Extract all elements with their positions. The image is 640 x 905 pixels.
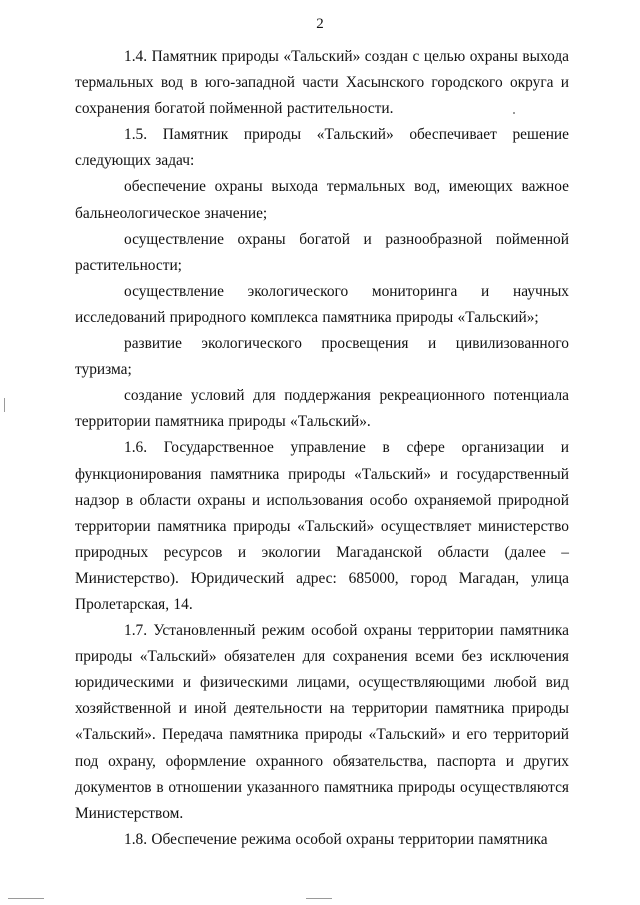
paragraph-1-4: 1.4. Памятник природы «Тальский» создан с целью охраны выхода термальных вод в юго-западной части Хасынского городского округа и сохранения богатой пойменной растительности. — [75, 48, 569, 118]
page-number: 2 — [316, 16, 324, 32]
task-item-thermal-waters: обеспечение охраны выхода термальных вод, имеющих важное бальнеологическое значение; — [75, 178, 569, 222]
paragraph-1-5: 1.5. Памятник природы «Тальский» обеспечивает решение следующих задач: — [75, 126, 569, 170]
scan-artifact-left-edge — [4, 398, 5, 412]
task-item-recreation: создание условий для поддержания рекреационного потенциала территории памятника природы «Тальский». — [75, 387, 569, 431]
paragraph-1-6: 1.6. Государственное управление в сфере организации и функционирования памятника природы «Тальский» и государственный надзор в области охраны и использования особо охраняемой природной территории памятника природы «Тальский» осуществляет министерство природных ресурсов и экологии Магаданской области (далее – Министерство). Юридический адрес: 685000, город Магадан, улица Пролетарская, 14. — [75, 439, 569, 613]
task-item-education: развитие экологического просвещения и цивилизованного туризма; — [75, 335, 569, 379]
document-body — [75, 44, 569, 853]
scan-artifact-dot — [513, 112, 515, 114]
paragraph-1-8: 1.8. Обеспечение режима особой охраны территории памятника — [124, 830, 548, 848]
task-item-vegetation: осуществление охраны богатой и разнообразной пойменной растительности; — [75, 230, 569, 274]
scan-artifact-bottom-center — [306, 898, 332, 899]
paragraph-1-7: 1.7. Установленный режим особой охраны территории памятника природы «Тальский» обязателен для сохранения всеми без исключения юридическими и физическими лицами, осуществляющими любой вид хозяйственной и иной деятельности на территории памятника природы «Тальский». Передача памятника природы «Тальский» и его территорий под охрану, оформление охранного обязательства, паспорта и других документов в отношении указанного памятника природы осуществляются Министерством. — [75, 622, 569, 822]
scan-artifact-bottom-left — [8, 898, 44, 899]
task-item-monitoring: осуществление экологического мониторинга и научных исследований природного комплекса памятника природы «Тальский»; — [75, 282, 569, 326]
